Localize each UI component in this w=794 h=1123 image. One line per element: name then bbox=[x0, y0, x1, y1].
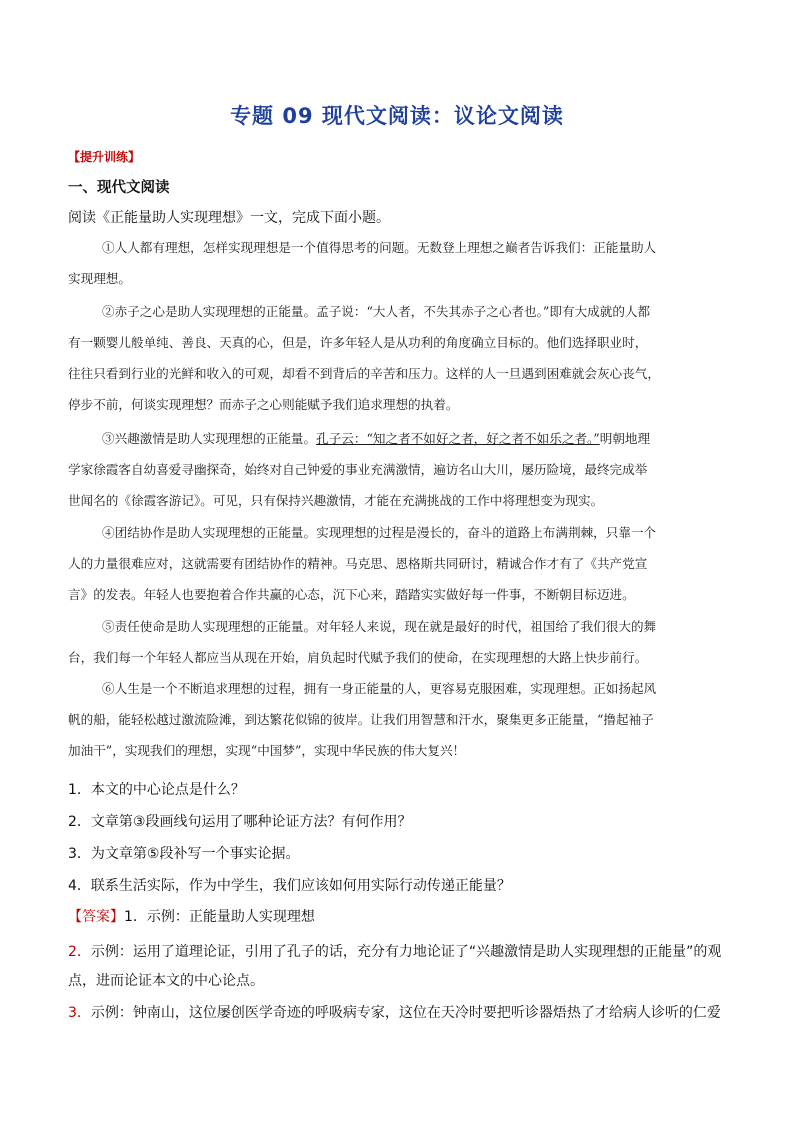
paragraph-text: 言》的发表。年轻人也要抱着合作共赢的心态，沉下心来，踏踏实实做好每一件事，不断朝目标迈进。 bbox=[68, 587, 635, 602]
paragraph-text: 往往只看到行业的光鲜和收入的可观，却看不到背后的辛苦和压力。这样的人一旦遇到困难就会灰心丧气， bbox=[68, 366, 660, 381]
paragraph-text: 团结协作是助人实现理想的正能量。实现理想的过程是漫长的，奋斗的道路上布满荆棘，只靠一个 bbox=[114, 525, 657, 540]
paragraph-number: ④ bbox=[102, 525, 115, 540]
section-tag: 【提升训练】 bbox=[68, 150, 141, 164]
answer-text: 1．示例：正能量助人实现理想 bbox=[124, 909, 315, 925]
article-paragraph-6 bbox=[68, 673, 728, 766]
paragraph-number: ③ bbox=[102, 431, 115, 446]
article-paragraph-1 bbox=[68, 232, 728, 294]
paragraph-number: ⑥ bbox=[102, 681, 115, 696]
section-heading: 一、现代文阅读 bbox=[68, 180, 170, 196]
underlined-quote: 孔子云：“知之者不如好之者，好之者不如乐之者。” bbox=[316, 431, 600, 446]
reading-instruction: 阅读《正能量助人实现理想》一文，完成下面小题。 bbox=[68, 210, 390, 226]
paragraph-number: ① bbox=[102, 240, 115, 255]
answer-text: 示例：钟南山，这位屡创医学奇迹的呼吸病专家，这位在天冷时要把听诊器焐热了才给病人诊听的仁爱 bbox=[90, 1005, 721, 1021]
question-1: 1．本文的中心论点是什么？ bbox=[68, 782, 245, 798]
answer-2 bbox=[68, 941, 721, 961]
paragraph-text: 帆的船，能轻松越过激流险滩，到达繁花似锦的彼岸。让我们用智慧和汗水，聚集更多正能量，“撸起袖子 bbox=[68, 712, 654, 727]
paragraph-text: 人的力量很难应对，这就需要有团结协作的精神。马克思、恩格斯共同研讨，精诚合作才有了《共产党宣 bbox=[68, 556, 648, 571]
paragraph-text: 实现理想。 bbox=[68, 271, 131, 286]
paragraph-text: 兴趣激情是助人实现理想的正能量。 bbox=[114, 431, 317, 446]
paragraph-text: 学家徐霞客自幼喜爱寻幽探奇，始终对自己钟爱的事业充满激情，遍访名山大川，屡历险境，最终完成举 bbox=[68, 462, 648, 477]
paragraph-text: 停步不前，何谈实现理想？而赤子之心则能赋予我们追求理想的执着。 bbox=[68, 397, 459, 412]
article-paragraph-2 bbox=[68, 296, 728, 420]
article-paragraph-4 bbox=[68, 517, 728, 610]
article-paragraph-5 bbox=[68, 611, 728, 673]
answer-number: 3． bbox=[68, 1005, 91, 1021]
answer-number: 2． bbox=[68, 944, 91, 960]
question-4: 4．联系生活实际，作为中学生，我们应该如何用实际行动传递正能量？ bbox=[68, 878, 511, 894]
paragraph-text: 人人都有理想，怎样实现理想是一个值得思考的问题。无数登上理想之巅者告诉我们：正能量助人 bbox=[114, 240, 657, 255]
paragraph-text: 台，我们每一个年轻人都应当从现在开始，肩负起时代赋予我们的使命，在实现理想的大路上快步前行。 bbox=[68, 650, 648, 665]
page-title: 专题 09 现代文阅读：议论文阅读 bbox=[230, 104, 564, 128]
answer-3 bbox=[68, 1002, 721, 1022]
paragraph-text: 赤子之心是助人实现理想的正能量。孟子说：“大人者，不失其赤子之心者也。”即有大成就的人都 bbox=[114, 304, 651, 319]
paragraph-text: 有一颗婴儿般单纯、善良、天真的心，但是，许多年轻人是从功利的角度确立目标的。他们选择职业时， bbox=[68, 335, 648, 350]
paragraph-text: 明朝地理 bbox=[599, 431, 651, 446]
paragraph-text: 人生是一个不断追求理想的过程，拥有一身正能量的人，更容易克服困难，实现理想。正如扬起风 bbox=[114, 681, 657, 696]
article-paragraph-3 bbox=[68, 423, 728, 516]
paragraph-text: 加油干”，实现我们的理想，实现“中国梦”，实现中华民族的伟大复兴！ bbox=[68, 743, 466, 758]
paragraph-number: ② bbox=[102, 304, 115, 319]
answer-2-continued: 点，进而论证本文的中心论点。 bbox=[68, 973, 264, 989]
question-2: 2．文章第③段画线句运用了哪种论证方法？有何作用？ bbox=[68, 814, 412, 830]
answer-1 bbox=[68, 906, 315, 926]
paragraph-text: 世闻名的《徐霞客游记》。可见，只有保持兴趣激情，才能在充满挑战的工作中将理想变为现实。 bbox=[68, 493, 604, 508]
answer-label: 【答案】 bbox=[68, 909, 124, 925]
answer-text: 示例：运用了道理论证，引用了孔子的话，充分有力地论证了“兴趣激情是助人实现理想的正能量”的观 bbox=[90, 944, 722, 960]
paragraph-text: 责任使命是助人实现理想的正能量。对年轻人来说，现在就是最好的时代，祖国给了我们很大的舞 bbox=[114, 619, 657, 634]
question-3: 3．为文章第⑤段补写一个事实论据。 bbox=[68, 846, 300, 862]
paragraph-number: ⑤ bbox=[102, 619, 115, 634]
